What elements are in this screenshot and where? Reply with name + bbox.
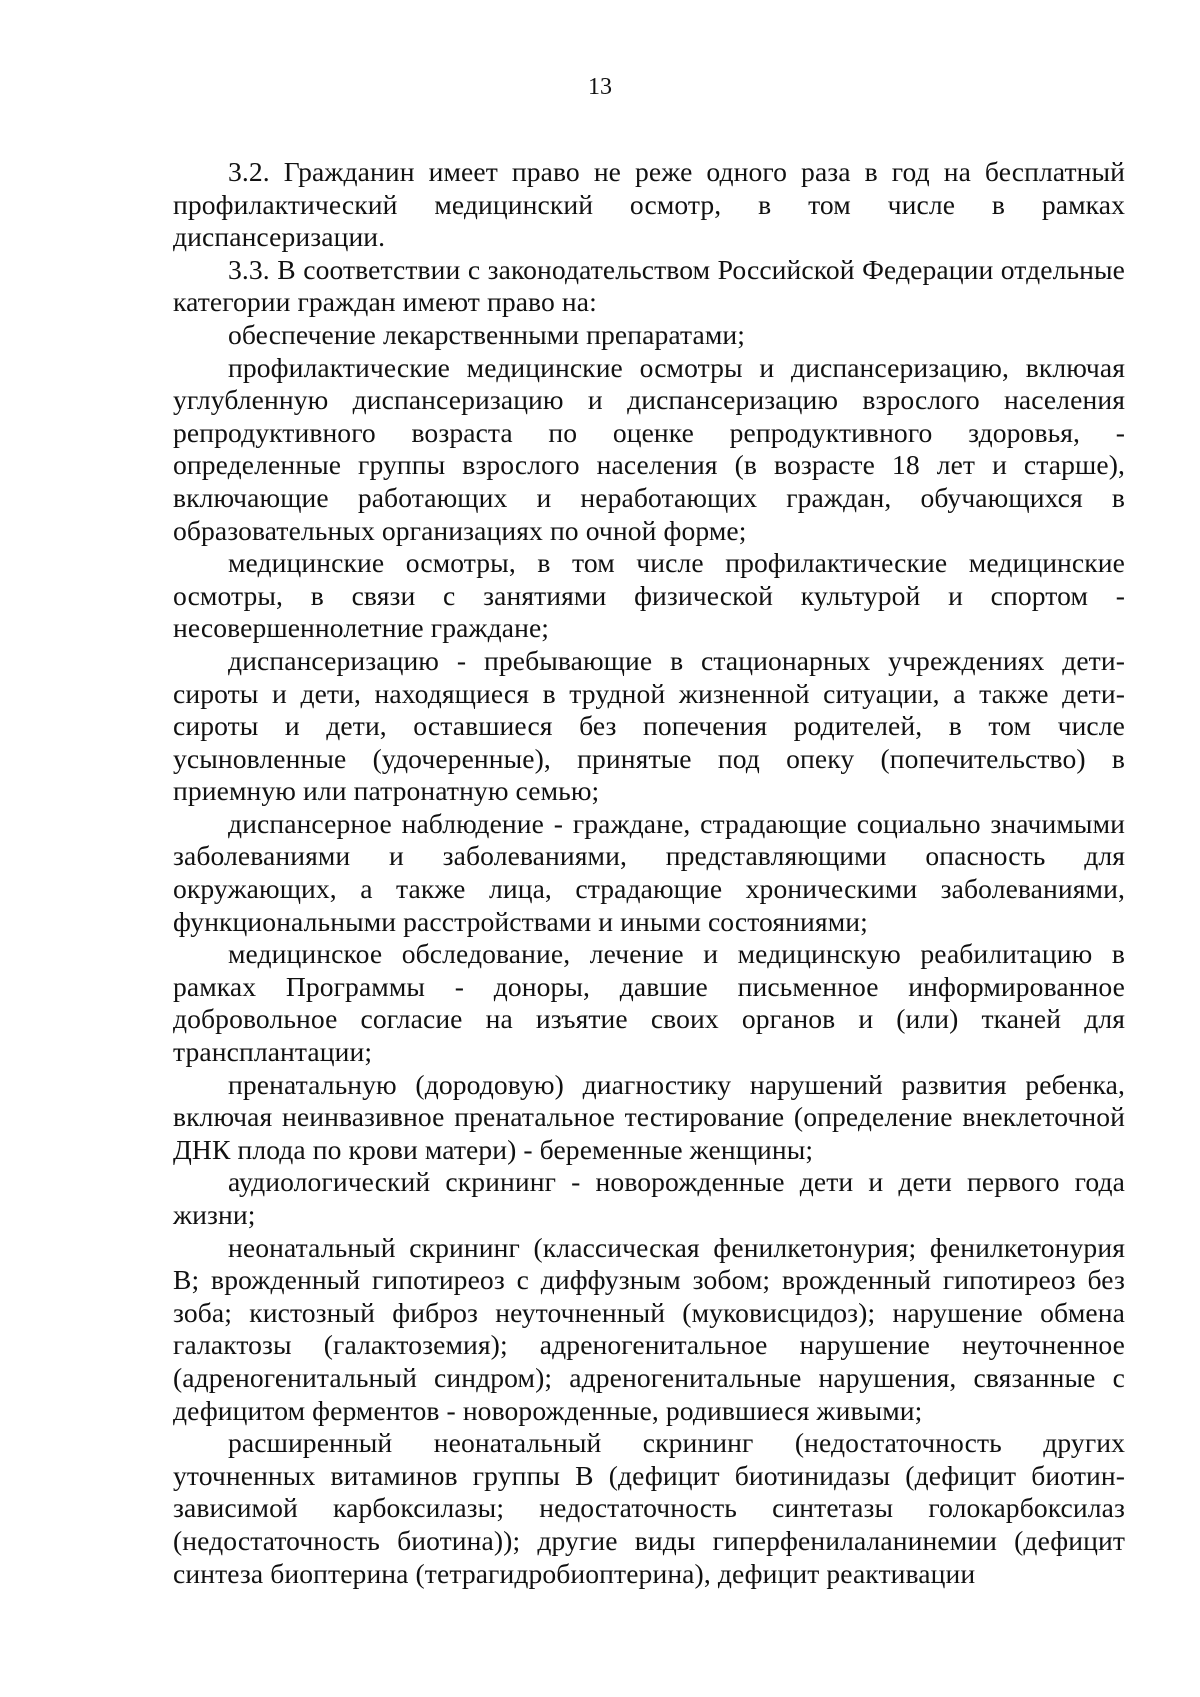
paragraph-3-2: 3.2. Гражданин имеет право не реже одного раза в год на бесплатный профилактический медицинский осмотр, в том числе в рамках диспансеризации.: [173, 156, 1125, 253]
list-item-preventive-exams: профилактические медицинские осмотры и диспансеризацию, включая углубленную диспансеризацию и диспансеризацию взрослого населения репродуктивного возраста по оценке репродуктивного здоровья, - определенные группы взрослого населения (в возрасте 18 лет и старше), включающие работающих и неработающих граждан, обучающихся в образовательных организациях по очной форме;: [173, 351, 1125, 546]
list-item-neonatal-screening: неонатальный скрининг (классическая фенилкетонурия; фенилкетонурия B; врожденный гипотиреоз с диффузным зобом; врожденный гипотиреоз без зоба; кистозный фиброз неуточненный (муковисцидоз); нарушение обмена галактозы (галактоземия); адреногенитальное нарушение неуточненное (адреногенитальный синдром); адреногенитальные нарушения, связанные с дефицитом ферментов - новорожденные, родившиеся живыми;: [173, 1231, 1125, 1426]
page-number: 13: [588, 74, 612, 100]
list-item-audiology-screening: аудиологический скрининг - новорожденные дети и дети первого года жизни;: [173, 1166, 1125, 1230]
paragraph-3-3: 3.3. В соответствии с законодательством Российской Федерации отдельные категории граждан имеют право на:: [173, 253, 1125, 318]
document-body: [173, 156, 1125, 1590]
list-item-prenatal-diagnostics: пренатальную (дородовую) диагностику нарушений развития ребенка, включая неинвазивное пренатальное тестирование (определение внеклеточной ДНК плода по крови матери) - беременные женщины;: [173, 1068, 1125, 1165]
list-item-sport-exams: медицинские осмотры, в том числе профилактические медицинские осмотры, в связи с занятиями физической культурой и спортом - несовершеннолетние граждане;: [173, 547, 1125, 644]
list-item-donors: медицинское обследование, лечение и медицинскую реабилитацию в рамках Программы - доноры, давшие письменное информированное добровольное согласие на изъятие своих органов и (или) тканей для трансплантации;: [173, 938, 1125, 1068]
list-item-medications: обеспечение лекарственными препаратами;: [228, 318, 746, 350]
list-item-orphans-dispensary: диспансеризацию - пребывающие в стационарных учреждениях дети-сироты и дети, находящиеся в трудной жизненной ситуации, а также дети-сироты и дети, оставшиеся без попечения родителей, в том числе усыновленные (удочеренные), принятые под опеку (попечительство) в приемную или патронатную семью;: [173, 644, 1125, 807]
list-item-extended-neonatal-screening: расширенный неонатальный скрининг (недостаточность других уточненных витаминов группы B (дефицит биотинидазы (дефицит биотин-зависимой карбоксилазы; недостаточность синтетазы голокарбоксилаз (недостаточность биотина)); другие виды гиперфенилаланинемии (дефицит синтеза биоптерина (тетрагидробиоптерина), дефицит реактивации: [173, 1427, 1125, 1589]
list-item-dispensary-observation: диспансерное наблюдение - граждане, страдающие социально значимыми заболеваниями и заболеваниями, представляющими опасность для окружающих, а также лица, страдающие хроническими заболеваниями, функциональными расстройствами и иными состояниями;: [173, 807, 1125, 937]
